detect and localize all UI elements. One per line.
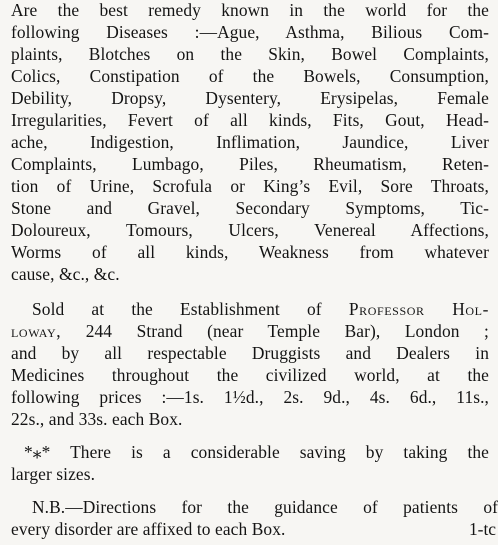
proprietor-name: Professor Hol- xyxy=(348,299,489,319)
text-line: following prices :—1s. 1½d., 2s. 9d., 4s. 6d., 11s., xyxy=(11,387,489,407)
text-line xyxy=(11,321,489,341)
text-line: *⁎* There is a considerable saving by taking the xyxy=(24,442,489,462)
text-line: Are the best remedy known in the world for the xyxy=(11,0,489,20)
text-line: Complaints, Lumbago, Piles, Rheumatism, Reten- xyxy=(11,154,489,174)
text-line: Colics, Constipation of the Bowels, Consumption, xyxy=(11,66,489,86)
text-line: N.B.—Directions for the guidance of patients of xyxy=(32,497,498,517)
text-line: every disorder are affixed to each Box. xyxy=(11,519,286,539)
text-line: plaints, Blotches on the Skin, Bowel Complaints, xyxy=(11,44,489,64)
text-line: 22s., and 33s. each Box. xyxy=(11,409,183,429)
text-line: ache, Indigestion, Inflimation, Jaundice, Liver xyxy=(11,132,489,152)
text-line: larger sizes. xyxy=(11,464,96,484)
text-line: Debility, Dropsy, Dysentery, Erysipelas, Female xyxy=(11,88,489,108)
text-line: Irregularities, Fevert of all kinds, Fits, Gout, Head- xyxy=(11,110,489,130)
text-span: 244 Strand (near Temple Bar), London ; xyxy=(61,321,489,341)
text-line: Doloureux, Tomours, Ulcers, Venereal Affections, xyxy=(11,220,489,240)
text-line: cause, &c., &c. xyxy=(11,264,120,284)
proprietor-name: loway, xyxy=(11,321,62,341)
text-line: following Diseases :—Ague, Asthma, Bilious Com- xyxy=(11,22,489,42)
text-line: and by all respectable Druggists and Dealers in xyxy=(11,343,489,363)
insertion-code: 1-tc xyxy=(468,519,496,539)
text-span: Sold at the Establishment of xyxy=(32,299,349,319)
text-line: Worms of all kinds, Weakness from whatever xyxy=(11,242,489,262)
text-line: Stone and Gravel, Secondary Symptoms, Tic- xyxy=(11,198,489,218)
text-line: Medicines throughout the civilized world, at the xyxy=(11,365,489,385)
text-line xyxy=(32,299,489,319)
text-line: tion of Urine, Scrofula or King’s Evil, Sore Throats, xyxy=(11,176,489,196)
